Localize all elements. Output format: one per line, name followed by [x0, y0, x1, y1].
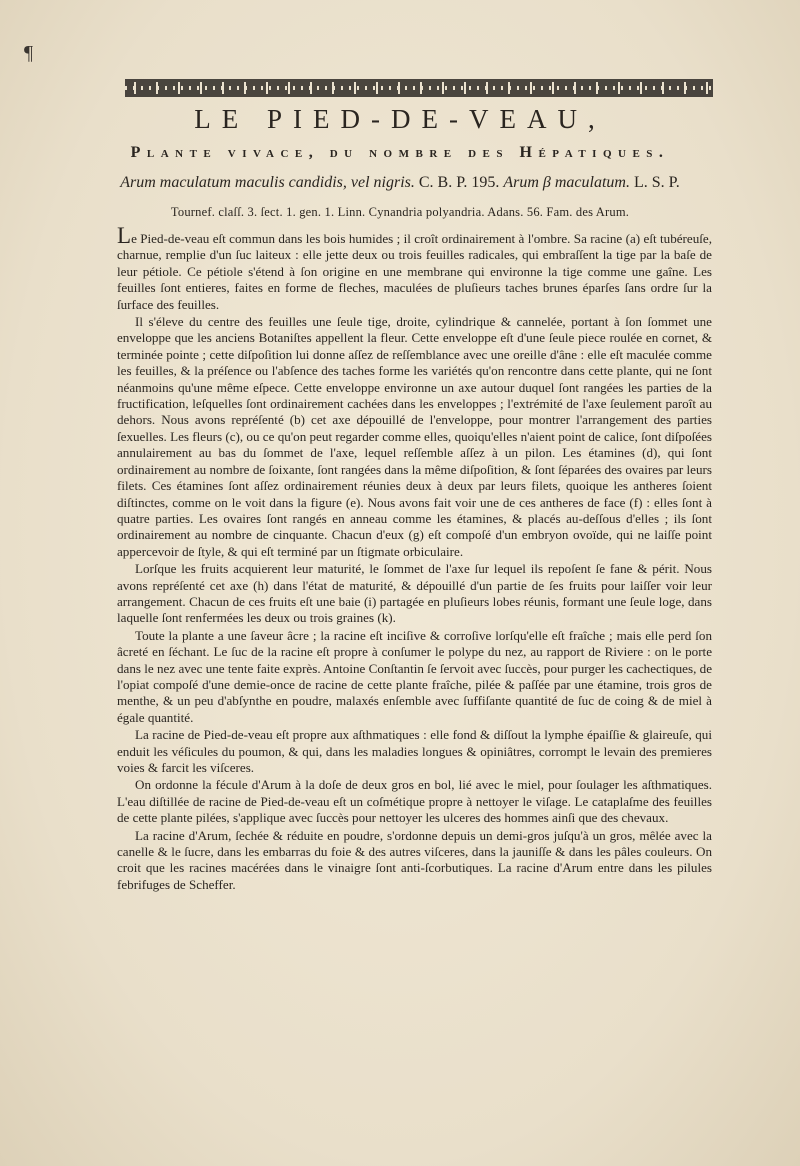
- corner-mark: ¶: [24, 42, 34, 64]
- drop-cap: L: [117, 223, 132, 248]
- paragraph-6: On ordonne la fécule d'Arum à la doſe de deux gros en bol, lié avec le miel, pour ſoulager les aſthmatiques. L'eau diſtillée de racine de Pied-de-veau eſt un coſmétique propre à nettoyer le viſage. Le cataplaſme des feuilles de cette plante pilées, s'applique avec ſuccès pour nettoyer les ulceres des hommes ainſi que des chevaux.: [117, 777, 712, 826]
- paragraph-1: [117, 223, 712, 313]
- paragraph-text: e Pied-de-veau eſt commun dans les bois humides ; il croît ordinairement à l'ombre. Sa racine (a) eſt tubéreuſe, charnue, remplie d'un ſuc laiteux : elle jette deux ou trois feuilles radicales, qui embraſſent la tige par la baſe de leur pétiole. Ce pétiole s'étend à ſon origine en une membrane qui environne la tige comme une gaîne. Les feuilles ſont entieres, faites en forme de fleches, maculées de pluſieurs taches brunes éparſes ſans ordre ſur la ſurface des feuilles.: [117, 231, 712, 312]
- paragraph-3: Lorſque les fruits acquierent leur maturité, le ſommet de l'axe ſur lequel ils repoſent ſe fane & périt. Nous avons repréſenté cet axe (h) dans l'état de maturité, & dépouillé d'un partie de ſes fruits pour laiſſer voir leur arrangement. Chacun de ces fruits eſt une baie (i) partagée en pluſieurs lobes réunis, formant une ſeule loge, dans laquelle ſont renfermées les deux ou trois graines (k).: [117, 561, 712, 626]
- page-subtitle: Plante vivace, du nombre des Hépatiques.: [130, 144, 670, 161]
- latin-ref-2: L. S. P.: [629, 174, 680, 191]
- article-body: [117, 223, 712, 894]
- latin-ref-1: C. B. P. 195.: [414, 174, 504, 191]
- classification-references: Tournef. claſſ. 3. ſect. 1. gen. 1. Linn. Cynandria polyandria. Adans. 56. Fam. des Arum.: [170, 205, 630, 219]
- decorative-border-ornament: [125, 79, 713, 97]
- paragraph-7: La racine d'Arum, ſechée & réduite en poudre, s'ordonne depuis un demi-gros juſqu'à un gros, mêlée avec la canelle & le ſucre, dans les embarras du foie & des autres viſceres, dans la jauniſſe & dans les pâles couleurs. On croit que les racines macérées dans le vinaigre ſont anti-ſcorbutiques. La racine d'Arum entre dans les pilules febrifuges de Scheffer.: [117, 827, 712, 892]
- page-title: LE PIED-DE-VEAU,: [194, 104, 606, 134]
- paragraph-4: Toute la plante a une ſaveur âcre ; la racine eſt inciſive & corroſive lorſqu'elle eſt fraîche ; mais elle perd ſon âcreté en ſéchant. Le ſuc de la racine eſt propre à conſumer le polype du nez, au rapport de Riviere : on le porte dans le nez avec une tente faite exprès. Antoine Conſtantin ſe ſervoit avec ſuccès, pour purger les cachectiques, de l'opiat compoſé d'une demie-once de racine de cette plante fraîche, pilée & paſſée par une étamine, trois gros de menthe, & un peu d'abſynthe en poudre, malaxés enſemble avec ſuffiſante quantité de ſuc de coing & de miel à égale quantité.: [117, 627, 712, 725]
- paragraph-5: La racine de Pied-de-veau eſt propre aux aſthmatiques : elle fond & diſſout la lymphe épaiſſie & glaireuſe, qui enduit les véſicules du poumon, & qui, dans les maladies longues & opiniâtres, corrompt le levain des premieres voies & farcit les viſceres.: [117, 727, 712, 775]
- latin-synonym-line: [0, 174, 800, 192]
- latin-name-1: Arum maculatum maculis candidis, vel nigris.: [120, 174, 415, 191]
- paragraph-2: Il s'éleve du centre des feuilles une ſeule tige, droite, cylindrique & cannelée, portant à ſon ſommet une enveloppe que les anciens Botaniſtes appellent la fleur. Cette enveloppe eſt d'une ſeule piece roulée en cornet, & terminée pointe ; cette diſpoſition lui donne aſſez de reſſemblance avec une oreille d'âne : elle eſt maculée comme les feuilles, & la préſence ou l'abſence des taches forme les variétés qu'on rencontre dans cette plante, qui ne ſont néanmoins qu'une même eſpece. Cette enveloppe environne un axe autour duquel ſont rangées les parties de la fructification, leſquelles ſont ordinairement cachées dans les enveloppes ; l'extrémité de l'axe ſeulement paroît au dehors. Nous avons repréſenté (b) cet axe dépouillé de l'enveloppe, pour montrer l'arrangement des parties ſexuelles. Les fleurs (c), ou ce qu'on peut regarder comme elles, quoiqu'elles n'aient point de calice, ſont diſpoſées annulairement au bas du ſommet de l'axe, lequel reſſemble aſſez à un pilon. Les étamines (d), qui ſont ordinairement au nombre de ſoixante, ſont rangées dans la même diſpoſition, & ſont ſéparées des ovaires par leurs filets. Ces étamines ſont aſſez ordinairement réunies deux à deux par leurs filets, quoique les antheres ſoient diſtinctes, comme on le voit dans la figure (e). Nous avons fait voir une de ces antheres de face (f) : elles ſont à quatre parties. Les ovaires ſont rangés en anneau comme les étamines, & placés au-deſſous d'elles ; ils ſont ordinairement au nombre de cinquante. Chacun d'eux (g) eſt compoſé d'un embryon ovoïde, qui ne laiſſe point appercevoir de ſtyle, & qui eſt terminé par un ſtigmate orbiculaire.: [117, 314, 712, 559]
- latin-name-2: Arum β maculatum.: [503, 174, 630, 191]
